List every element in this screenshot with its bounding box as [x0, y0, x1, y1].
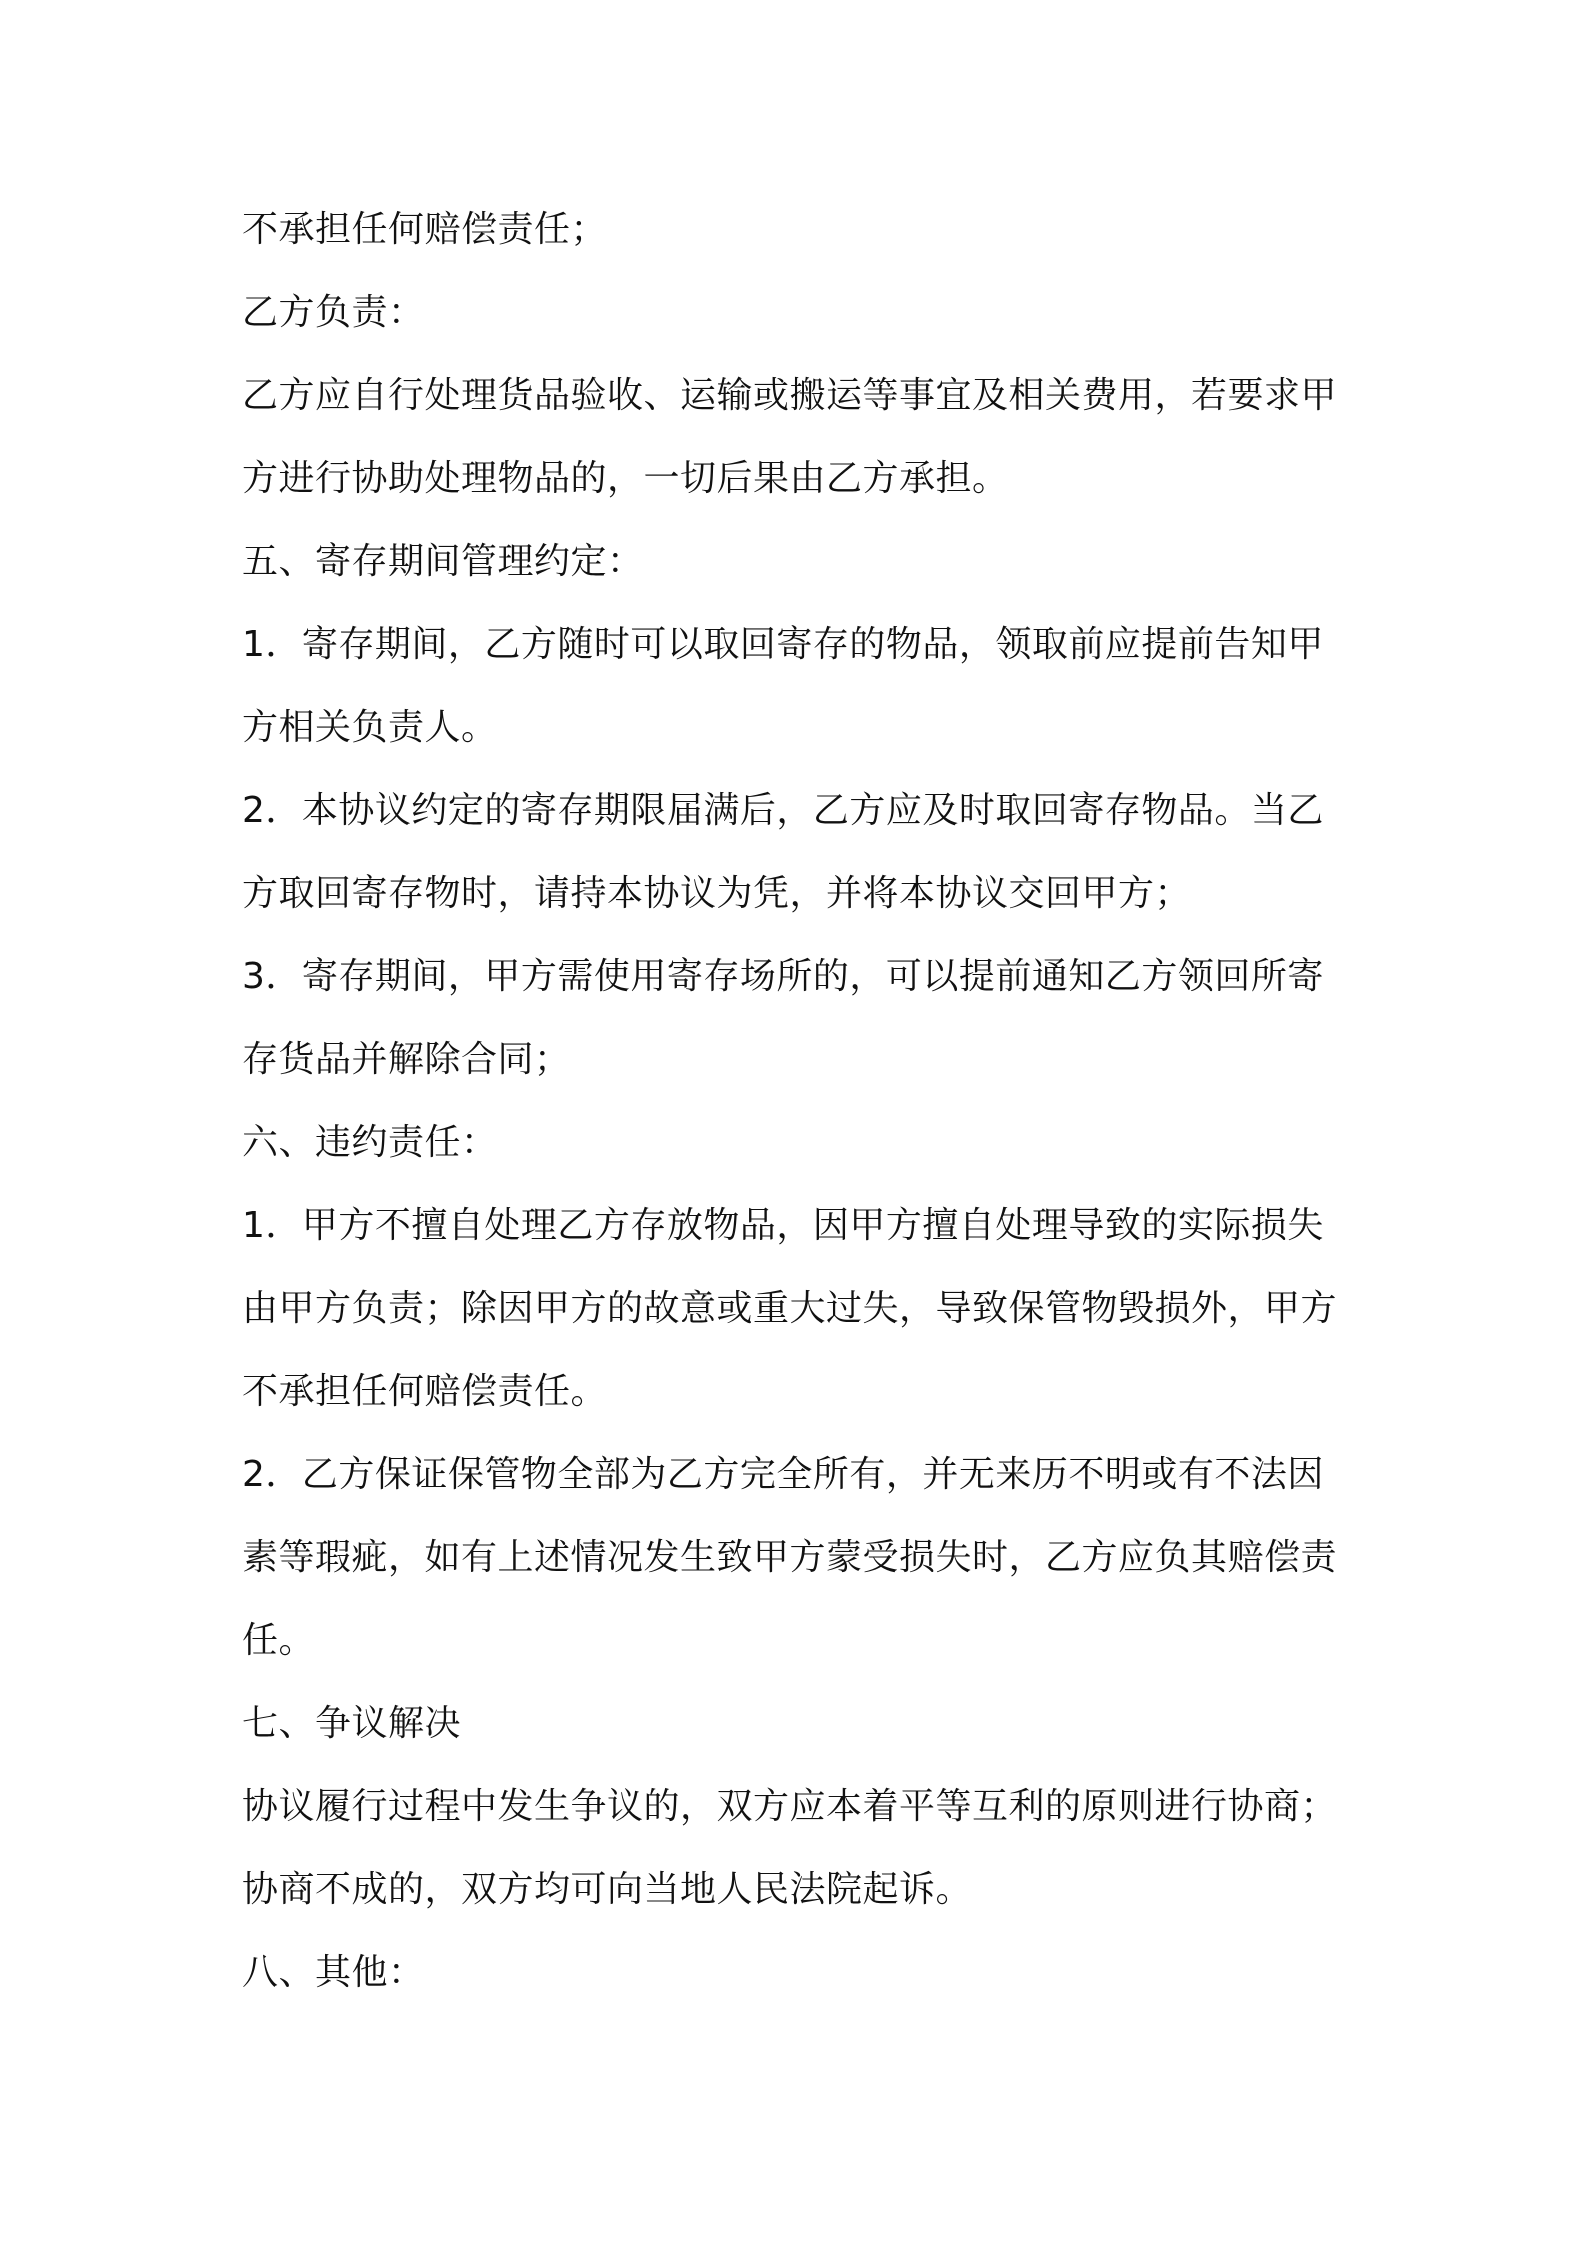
section-label: 乙方负责： [242, 292, 425, 333]
text-line: 3．寄存期间，甲方需使用寄存场所的，可以提前通知乙方领回所寄 [242, 956, 1324, 997]
text-line: 1．寄存期间，乙方随时可以取回寄存的物品，领取前应提前告知甲 [242, 624, 1324, 665]
text-line: 任。 [242, 1620, 316, 1661]
text-line: 素等瑕疵，如有上述情况发生致甲方蒙受损失时，乙方应负其赔偿责 [242, 1537, 1338, 1578]
text-line: 方进行协助处理物品的，一切后果由乙方承担。 [242, 458, 1009, 499]
section-heading: 七、争议解决 [242, 1703, 462, 1744]
section-heading: 六、违约责任： [242, 1122, 498, 1163]
text-line: 协议履行过程中发生争议的，双方应本着平等互利的原则进行协商； [242, 1786, 1338, 1827]
text-line: 不承担任何赔偿责任。 [242, 1371, 608, 1412]
text-line: 2．乙方保证保管物全部为乙方完全所有，并无来历不明或有不法因 [242, 1454, 1324, 1495]
section-heading: 五、寄存期间管理约定： [242, 541, 644, 582]
text-line: 2．本协议约定的寄存期限届满后，乙方应及时取回寄存物品。当乙 [242, 790, 1324, 831]
text-line: 由甲方负责；除因甲方的故意或重大过失，导致保管物毁损外，甲方 [242, 1288, 1338, 1329]
section-heading: 八、其他： [242, 1952, 425, 1993]
text-line: 乙方应自行处理货品验收、运输或搬运等事宜及相关费用，若要求甲 [242, 375, 1338, 416]
text-line: 不承担任何赔偿责任； [242, 209, 608, 250]
text-line: 1．甲方不擅自处理乙方存放物品，因甲方擅自处理导致的实际损失 [242, 1205, 1324, 1246]
text-line: 方相关负责人。 [242, 707, 498, 748]
text-line: 存货品并解除合同； [242, 1039, 571, 1080]
text-line: 方取回寄存物时，请持本协议为凭，并将本协议交回甲方； [242, 873, 1192, 914]
text-line: 协商不成的，双方均可向当地人民法院起诉。 [242, 1869, 973, 1910]
